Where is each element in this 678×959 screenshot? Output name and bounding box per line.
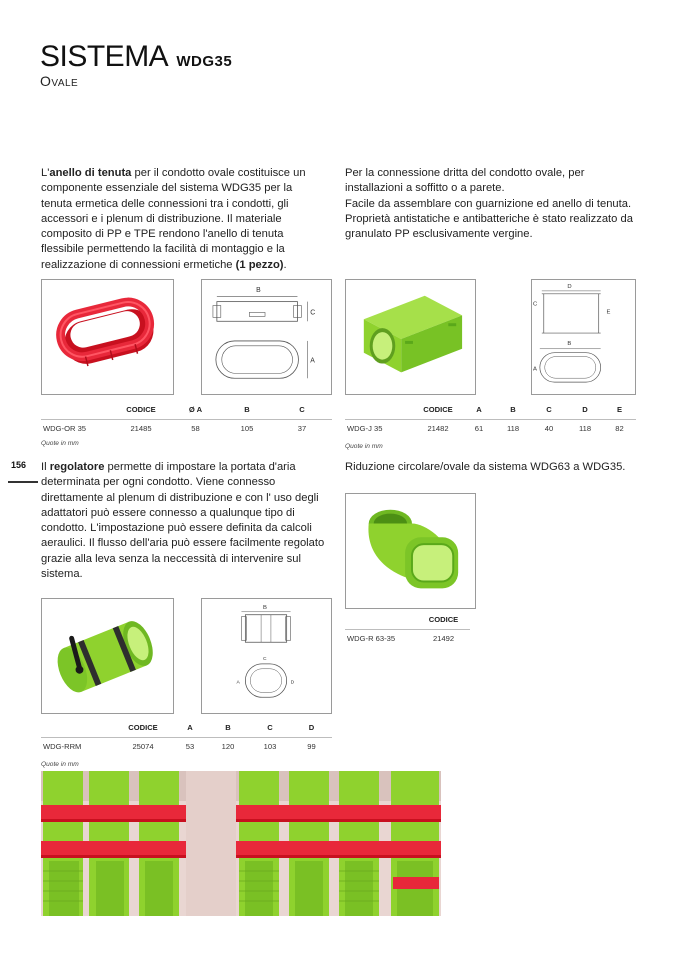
page-subtitle: Ovale	[40, 73, 79, 89]
table-header: B	[510, 405, 516, 414]
page-number-bar	[8, 481, 38, 483]
table-header: CODICE	[126, 405, 156, 414]
dimension-note: Quote in mm	[41, 440, 79, 447]
s1-text-end: .	[283, 258, 287, 271]
page-title	[40, 40, 232, 74]
dim-label-b: B	[567, 340, 572, 347]
regulator-technical-drawing	[202, 599, 331, 713]
title-code: WDG35	[176, 53, 233, 70]
table-header: E	[616, 405, 623, 414]
table-header: C	[267, 723, 273, 732]
dim-label-a: A	[532, 366, 537, 373]
green-straight-connector-image	[346, 280, 475, 394]
dim-label-a: A	[310, 357, 315, 365]
dim-label-d: D	[567, 283, 572, 290]
table-cell: 58	[169, 420, 222, 437]
table-header: D	[308, 723, 315, 732]
table-header: A	[187, 723, 193, 732]
straight-connector-description: Per la connessione dritta del condotto ovale, per installazioni a soffitto o a parete. Facile da assemblare con guarnizione ed anello di tenuta. Proprietà antistatiche e antibatteriche è stato realizzato da granulato PP esclusivamente vergine.	[345, 167, 633, 241]
dim-label-c: C	[532, 301, 538, 308]
table-header-row	[41, 723, 332, 738]
dim-label-c: C	[263, 656, 267, 662]
s1-text-mid: per il condotto ovale costituisce un componente essenziale del sistema WDG35 per la tenuta ermetica delle connessioni tra i condotti, gli accessori e i plenum di distribuzione. Il materiale composito di PP e TPE rendono l'anello di tenuta flessibile permettendo la facilità di montaggio e la realizzazione di connessioni ermetiche	[41, 167, 306, 271]
title-main: SISTEMA	[40, 40, 167, 73]
installation-photo-image	[41, 771, 441, 916]
seal-ring-photo	[41, 279, 174, 395]
table-header: CODICE	[128, 723, 158, 732]
table-row	[345, 420, 636, 437]
green-reducer-image	[346, 494, 475, 608]
regulator-photo	[41, 598, 174, 714]
dim-label-d: D	[290, 680, 295, 686]
table-cell: 21485	[113, 420, 169, 437]
table-cell: 82	[603, 420, 636, 437]
s1-text-bold2: (1 pezzo)	[235, 258, 284, 271]
table-header: A	[476, 405, 482, 414]
straight-connector-spec-table	[345, 405, 636, 436]
table-header	[345, 405, 413, 420]
table-row	[41, 420, 332, 437]
dim-label-c: C	[310, 309, 316, 317]
straight-connector-drawing	[531, 279, 636, 395]
table-header: B	[244, 405, 250, 414]
reducer-description: Riduzione circolare/ovale da sistema WDG63 a WDG35.	[345, 461, 626, 473]
dimension-note: Quote in mm	[345, 443, 383, 450]
regulator-spec-table	[41, 723, 332, 754]
table-header-row	[41, 405, 332, 420]
table-row	[345, 630, 470, 647]
regulator-drawing	[201, 598, 332, 714]
reducer-spec-table	[345, 615, 470, 646]
table-cell: 118	[495, 420, 531, 437]
seal-ring-drawing	[201, 279, 332, 395]
table-header: C	[546, 405, 552, 414]
table-cell: 118	[567, 420, 603, 437]
page-number: 156	[11, 460, 27, 470]
table-cell: 103	[249, 738, 291, 755]
dim-label-e: E	[606, 309, 611, 316]
table-cell: 99	[291, 738, 332, 755]
table-header	[345, 615, 417, 630]
straight-connector-photo	[345, 279, 476, 395]
table-header: C	[299, 405, 305, 414]
table-cell: 40	[531, 420, 567, 437]
table-header: Ø A	[188, 405, 203, 414]
table-header: CODICE	[428, 615, 459, 624]
table-cell: WDG-J 35	[345, 420, 413, 437]
table-header: CODICE	[423, 405, 453, 414]
regulator-description	[41, 460, 333, 582]
table-header: D	[582, 405, 588, 414]
table-cell: 21492	[417, 630, 470, 647]
red-seal-ring-image	[42, 280, 173, 394]
straight-connector-technical-drawing	[532, 280, 635, 394]
table-cell: 120	[207, 738, 249, 755]
table-cell: WDG-OR 35	[41, 420, 113, 437]
s3-text-bold: regolatore	[49, 461, 105, 473]
dim-label-b: B	[256, 286, 261, 294]
installation-photo	[41, 771, 441, 916]
s3-text-pre: Il	[41, 461, 50, 473]
dim-label-a: A	[236, 680, 240, 686]
dim-label-b: B	[263, 604, 267, 611]
seal-ring-technical-drawing	[202, 280, 331, 394]
green-regulator-image	[42, 599, 173, 713]
table-cell: 105	[222, 420, 272, 437]
table-cell: 25074	[113, 738, 173, 755]
table-row	[41, 738, 332, 755]
s3-text-rest: permette di impostare la portata d'aria determinata per ogni condotto. Viene connesso direttamente al plenum di distribuzione e con l' uso degli adattatori può essere connesso a qualunque tipo di condotto. L'impostazione può essere definita da calcoli aeraulici. Il flusso dell'aria può essere facilmente regolato grazie alla leva senza la neccessità di intervenire sul sistema.	[41, 461, 325, 581]
table-cell: WDG-R 63-35	[345, 630, 417, 647]
table-cell: WDG-RRM	[41, 738, 113, 755]
s1-text-pre: L'	[41, 167, 50, 179]
s1-text-bold: anello di tenuta	[49, 167, 132, 179]
table-cell: 37	[272, 420, 332, 437]
table-header-row	[345, 405, 636, 420]
seal-ring-description	[41, 166, 326, 273]
seal-ring-spec-table	[41, 405, 332, 436]
table-cell: 21482	[413, 420, 463, 437]
table-header	[41, 405, 113, 420]
table-cell: 53	[173, 738, 207, 755]
dimension-note: Quote in mm	[41, 761, 79, 768]
table-cell: 61	[463, 420, 495, 437]
table-header-row	[345, 615, 470, 630]
table-header: B	[225, 723, 231, 732]
reducer-photo	[345, 493, 476, 609]
table-header	[41, 723, 113, 738]
